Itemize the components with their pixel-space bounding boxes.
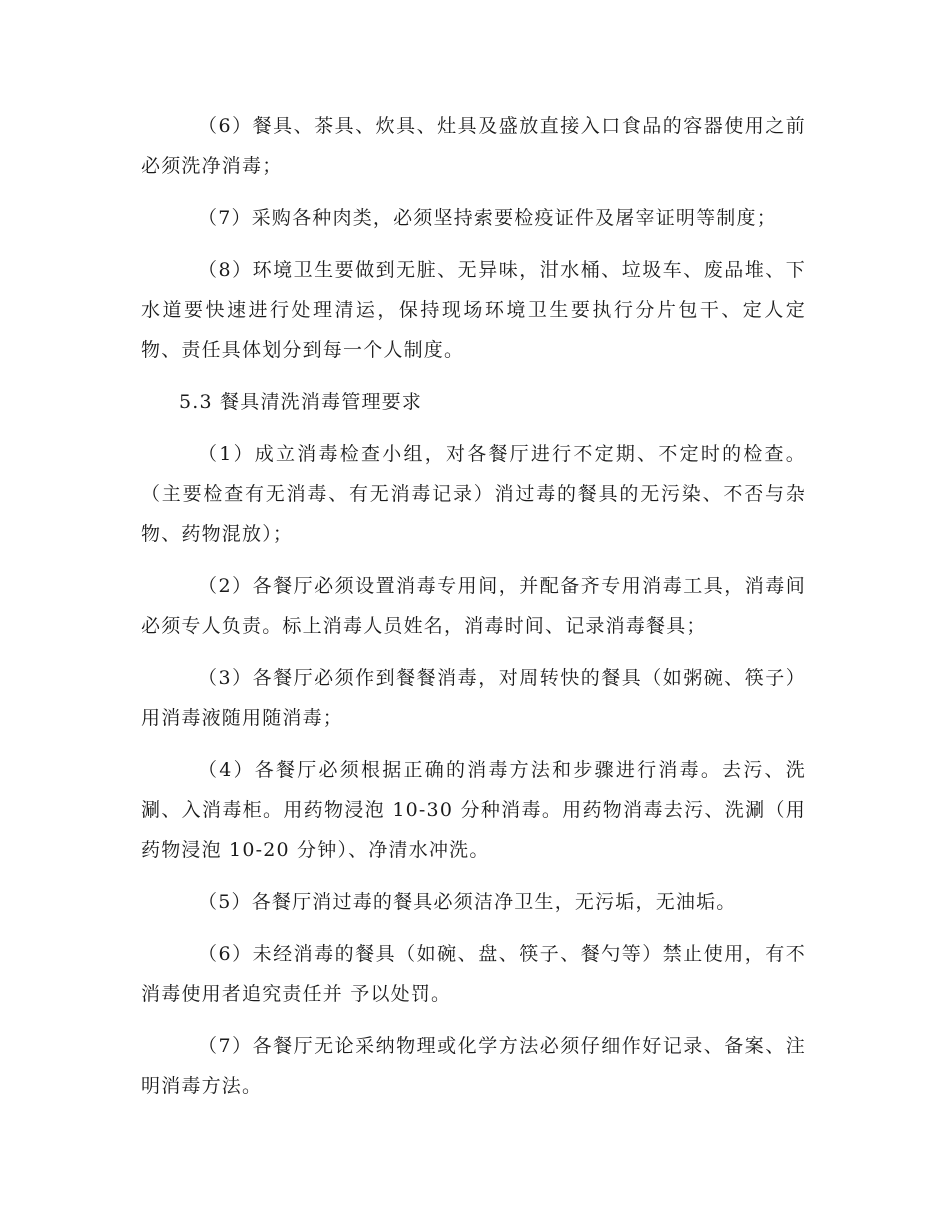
section-heading: 5.3 餐具清洗消毒管理要求 xyxy=(179,391,423,413)
section-item-3: （3）各餐厅必须作到餐餐消毒，对周转快的餐具（如粥碗、筷子）用消毒液随用随消毒； xyxy=(141,667,806,729)
section-item-4: （4）各餐厅必须根据正确的消毒方法和步骤进行消毒。去污、洗涮、入消毒柜。用药物浸泡 10-30 分种消毒。用药物消毒去污、洗涮（用药物浸泡 10-20 分钟）、净清水冲洗。 xyxy=(141,759,806,861)
section-item-1: （1）成立消毒检查小组，对各餐厅进行不定期、不定时的检查。（主要检查有无消毒、有无消毒记录）消过毒的餐具的无污染、不否与杂物、药物混放）； xyxy=(141,443,806,545)
section-item-5: （5）各餐厅消过毒的餐具必须洁净卫生，无污垢，无油垢。 xyxy=(198,891,737,913)
paragraph-item-6: （6）餐具、茶具、炊具、灶具及盛放直接入口食品的容器使用之前必须洗净消毒； xyxy=(141,115,806,177)
section-item-7: （7）各餐厅无论采纳物理或化学方法必须仔细作好记录、备案、注明消毒方法。 xyxy=(141,1035,806,1097)
document-page xyxy=(141,106,806,1106)
section-item-2: （2）各餐厅必须设置消毒专用间，并配备齐专用消毒工具，消毒间必须专人负责。标上消毒人员姓名，消毒时间、记录消毒餐具； xyxy=(141,575,806,637)
paragraph-item-7: （7）采购各种肉类，必须坚持索要检疫证件及屠宰证明等制度； xyxy=(198,207,777,229)
section-item-6: （6）未经消毒的餐具（如碗、盘、筷子、餐勺等）禁止使用，有不消毒使用者追究责任并 予以处罚。 xyxy=(141,943,806,1005)
paragraph-item-8: （8）环境卫生要做到无脏、无异味，泔水桶、垃圾车、废品堆、下水道要快速进行处理清运，保持现场环境卫生要执行分片包干、定人定物、责任具体划分到每一个人制度。 xyxy=(141,259,806,361)
